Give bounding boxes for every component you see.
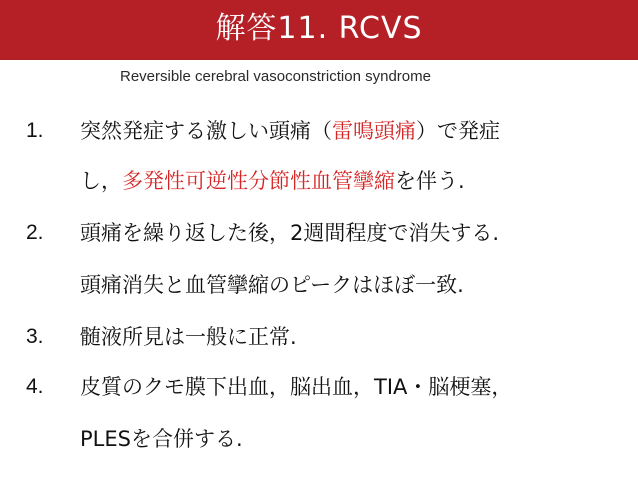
slide-subtitle: Reversible cerebral vasoconstriction syndrome <box>120 68 431 85</box>
item-2-text-continued: 頭痛消失と血管攣縮のピークはほぼ一致. <box>80 273 464 297</box>
title-bar <box>0 0 638 60</box>
item-2-line-2 <box>0 264 638 306</box>
item-1-text-part-f: を伴う. <box>395 169 465 193</box>
item-1-highlight-vasospasm: 多発性可逆性分節性血管攣縮 <box>122 169 395 193</box>
item-4-number: 4. <box>26 375 44 398</box>
item-4-text-continued: PLESを合併する. <box>80 427 243 451</box>
item-1-line-2 <box>0 160 638 202</box>
item-3-line-1 <box>0 316 638 358</box>
item-3-text: 髄液所見は一般に正常. <box>80 325 297 349</box>
item-1-text-part-d: し， <box>80 169 122 193</box>
item-4-text: 皮質のクモ膜下出血，脳出血，TIA・脳梗塞， <box>80 375 513 399</box>
item-1-text-part-a: 突然発症する激しい頭痛（ <box>80 119 332 143</box>
item-1-text-part-c: ）で発症 <box>416 119 500 143</box>
item-3-number: 3. <box>26 325 44 348</box>
item-2-number: 2. <box>26 221 44 244</box>
item-1-text-continued <box>80 160 465 202</box>
item-2-line-1 <box>0 212 638 254</box>
slide-title: 解答11. RCVS <box>215 11 423 46</box>
item-1-text <box>80 110 500 152</box>
item-1-line-1 <box>0 110 638 152</box>
item-4-line-2 <box>0 418 638 460</box>
item-1-number: 1. <box>26 119 44 142</box>
item-1-highlight-thunderclap: 雷鳴頭痛 <box>332 119 416 143</box>
item-4-line-1 <box>0 366 638 408</box>
item-2-text: 頭痛を繰り返した後，2週間程度で消失する. <box>80 221 500 245</box>
